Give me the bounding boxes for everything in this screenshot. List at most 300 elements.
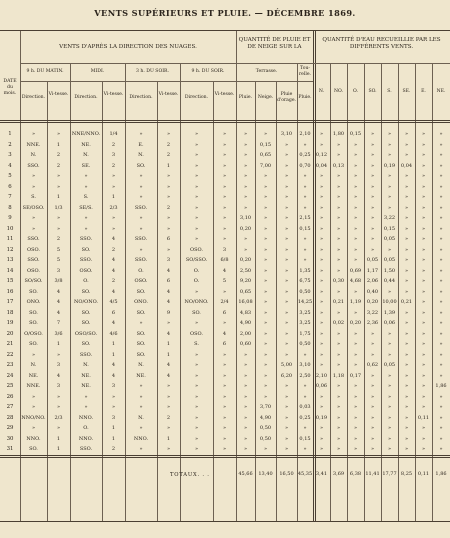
table-cell: SE/OSO. xyxy=(22,204,45,211)
header-matin: 9 h. DU MATIN. xyxy=(26,69,64,74)
table-cell: » xyxy=(319,446,324,452)
table-cell: » xyxy=(284,330,289,337)
table-cell: » xyxy=(439,204,443,211)
table-cell: SSO. xyxy=(79,257,93,263)
table-cell: 1 xyxy=(166,162,171,169)
table-cell: » xyxy=(353,404,358,410)
table-cell: » xyxy=(31,173,36,179)
table-cell: » xyxy=(194,435,199,442)
table-cell: » xyxy=(404,320,409,326)
table-cell: » xyxy=(319,194,324,200)
table-cell: » xyxy=(370,404,375,410)
table-cell: » xyxy=(222,320,227,326)
total-cell: 45,66 xyxy=(238,471,253,477)
table-cell: 0,65 xyxy=(259,152,272,158)
table-cell: » xyxy=(194,288,199,295)
table-cell: 0,05 xyxy=(383,362,396,368)
table-cell: » xyxy=(222,183,227,190)
table-cell: » xyxy=(194,131,199,137)
table-cell: 4 xyxy=(166,299,171,305)
table-cell: » xyxy=(319,267,324,274)
total-cell: 17,77 xyxy=(382,471,397,477)
total-cell: 13,40 xyxy=(258,471,273,477)
table-cell: 4 xyxy=(111,236,116,242)
table-cell: » xyxy=(284,341,289,347)
table-cell: » xyxy=(166,446,171,452)
table-cell: SO. xyxy=(136,288,146,295)
table-cell: » xyxy=(263,278,268,284)
table-cell: » xyxy=(303,183,307,190)
table-cell: » xyxy=(263,309,268,316)
table-cell: » xyxy=(353,351,358,358)
table-cell: 2,10 xyxy=(299,131,311,137)
table-cell: » xyxy=(387,372,392,379)
table-cell: » xyxy=(243,152,248,158)
table-cell: 2 xyxy=(111,246,116,253)
table-cell: 0,25 xyxy=(299,152,311,158)
header-vitesse-1: Vi-tesse. xyxy=(48,92,69,97)
table-cell: » xyxy=(353,215,358,221)
table-cell: » xyxy=(222,131,227,137)
table-cell: » xyxy=(263,288,268,295)
table-cell: » xyxy=(284,414,289,421)
table-cell: » xyxy=(31,215,36,221)
table-cell: » xyxy=(243,383,248,389)
table-cell: » xyxy=(387,330,392,337)
table-cell: » xyxy=(303,383,307,389)
day-number: 20 xyxy=(6,330,14,337)
table-cell: N. xyxy=(30,362,37,368)
table-cell: » xyxy=(194,414,199,421)
total-cell: 0,11 xyxy=(417,471,430,477)
table-cell: » xyxy=(319,425,324,431)
table-cell: » xyxy=(421,309,426,316)
table-cell: 1 xyxy=(111,194,116,200)
table-cell: SSO. xyxy=(27,236,40,242)
table-cell: » xyxy=(263,393,268,400)
table-cell: » xyxy=(353,257,358,263)
table-cell: 3,22 xyxy=(383,215,396,221)
table-cell: » xyxy=(439,299,443,305)
table-cell: O/OSO. xyxy=(24,330,43,337)
table-cell: » xyxy=(166,404,171,410)
header-wind-0: N. xyxy=(318,89,325,94)
table-cell: » xyxy=(263,330,268,337)
table-cell: 4 xyxy=(166,288,171,295)
table-cell: 0,70 xyxy=(299,162,311,169)
table-cell: » xyxy=(421,194,426,200)
table-cell: N. xyxy=(138,414,144,421)
table-cell: 0,50 xyxy=(299,288,311,295)
table-cell: » xyxy=(336,236,341,242)
table-cell: » xyxy=(222,152,227,158)
table-cell: » xyxy=(353,393,358,400)
table-cell: SO. xyxy=(29,446,38,452)
table-cell: 0,06 xyxy=(383,320,396,326)
table-cell: » xyxy=(222,414,227,421)
table-cell: » xyxy=(263,383,268,389)
table-cell: 2,50 xyxy=(299,372,311,379)
table-cell: » xyxy=(303,393,307,400)
table-cell: » xyxy=(243,372,248,379)
table-cell: SO. xyxy=(192,309,201,316)
table-cell: » xyxy=(139,173,143,179)
table-cell: 0,50 xyxy=(299,341,311,347)
table-cell: » xyxy=(284,446,289,452)
table-cell: OSO. xyxy=(134,278,148,284)
table-cell: » xyxy=(284,288,289,295)
table-cell: » xyxy=(263,215,268,221)
table-cell: 4/5 xyxy=(109,299,118,305)
table-cell: » xyxy=(421,330,426,337)
table-cell: » xyxy=(303,141,307,148)
table-cell: » xyxy=(336,257,341,263)
table-cell: » xyxy=(243,446,248,452)
table-cell: » xyxy=(284,320,289,326)
table-cell: 2 xyxy=(56,162,61,169)
table-cell: » xyxy=(439,288,443,295)
table-cell: N. xyxy=(83,362,89,368)
table-cell: » xyxy=(404,425,409,431)
table-cell: » xyxy=(387,173,392,179)
table-cell: 1 xyxy=(111,341,116,347)
table-cell: » xyxy=(194,372,199,379)
table-cell: » xyxy=(284,204,289,211)
table-cell: » xyxy=(139,131,143,137)
day-number: 2 xyxy=(8,141,12,148)
table-cell: NE. xyxy=(81,383,91,389)
table-cell: » xyxy=(370,152,375,158)
table-cell: 0,15 xyxy=(259,141,272,148)
table-cell: » xyxy=(319,404,324,410)
table-cell: 6/8 xyxy=(220,257,229,263)
table-cell: » xyxy=(404,404,409,410)
table-cell: » xyxy=(387,446,392,452)
table-cell: » xyxy=(194,383,199,389)
table-cell: 2 xyxy=(166,141,171,148)
table-cell: » xyxy=(222,446,227,452)
header-pluie: QUANTITÉ DE PLUIE ET DE NEIGE SUR LA xyxy=(238,37,311,50)
table-cell: » xyxy=(336,204,341,211)
table-cell: » xyxy=(370,372,375,379)
table-cell: » xyxy=(303,446,307,452)
table-cell: OSO. xyxy=(27,267,40,274)
day-number: 17 xyxy=(6,299,14,305)
table-cell: » xyxy=(243,236,248,242)
table-cell: » xyxy=(336,194,341,200)
table-cell: » xyxy=(284,299,289,305)
header-pluie-sub: Pluie. xyxy=(238,95,253,100)
table-cell: » xyxy=(353,246,358,253)
total-cell: 3,41 xyxy=(315,471,328,477)
table-cell: » xyxy=(370,183,375,190)
rule-totals xyxy=(0,455,450,458)
table-cell: 0,15 xyxy=(299,225,311,232)
table-cell: » xyxy=(404,131,409,137)
table-cell: » xyxy=(139,215,143,221)
table-cell: 2 xyxy=(166,414,171,421)
table-cell: » xyxy=(222,194,227,200)
table-cell: 3,22 xyxy=(366,309,379,316)
table-cell: SSO. xyxy=(134,257,148,263)
data-table xyxy=(0,30,450,522)
table-cell: » xyxy=(370,393,375,400)
table-cell: O. xyxy=(138,267,144,274)
table-cell: » xyxy=(387,204,392,211)
table-cell: 1/3 xyxy=(54,204,63,211)
table-cell: » xyxy=(243,425,248,431)
table-cell: » xyxy=(353,425,358,431)
table-cell: » xyxy=(194,446,199,452)
table-cell: N. xyxy=(138,152,144,158)
table-cell: » xyxy=(353,362,358,368)
table-cell: » xyxy=(222,351,227,358)
table-cell: » xyxy=(353,141,358,148)
table-cell: » xyxy=(194,215,199,221)
header-vitesse-4: Vi-tesse. xyxy=(214,92,235,97)
total-cell: 1,86 xyxy=(435,471,447,477)
table-cell: SO. xyxy=(136,341,146,347)
table-cell: » xyxy=(404,435,409,442)
table-cell: » xyxy=(353,446,358,452)
table-cell: » xyxy=(387,383,392,389)
table-cell: » xyxy=(353,414,358,421)
table-cell: 2 xyxy=(111,446,116,452)
table-cell: SSO. xyxy=(79,236,93,242)
table-cell: » xyxy=(421,320,426,326)
table-cell: » xyxy=(439,267,443,274)
table-cell: » xyxy=(370,236,375,242)
table-cell: » xyxy=(421,341,426,347)
table-cell: 0,11 xyxy=(417,414,430,421)
table-cell: 3,10 xyxy=(280,131,293,137)
table-cell: » xyxy=(387,141,392,148)
table-cell: S. xyxy=(83,194,89,200)
day-number: 4 xyxy=(8,162,12,169)
table-cell: » xyxy=(243,183,248,190)
table-cell: » xyxy=(370,446,375,452)
table-cell: » xyxy=(439,162,443,169)
table-cell: » xyxy=(303,351,307,358)
table-cell: 1 xyxy=(111,425,116,431)
table-cell: » xyxy=(439,183,443,190)
table-cell: » xyxy=(404,383,409,389)
table-cell: SO. xyxy=(81,246,91,253)
table-cell: » xyxy=(243,435,248,442)
table-cell: » xyxy=(370,131,375,137)
table-cell: N. xyxy=(138,362,144,368)
table-cell: » xyxy=(284,162,289,169)
header-direction-1: Direction. xyxy=(21,95,46,100)
table-cell: NNE. xyxy=(26,141,41,148)
table-cell: 3,10 xyxy=(239,215,252,221)
table-cell: » xyxy=(166,383,171,389)
table-cell: » xyxy=(421,267,426,274)
table-cell: 4 xyxy=(111,288,116,295)
table-cell: » xyxy=(84,225,88,232)
table-cell: » xyxy=(263,225,268,232)
table-cell: » xyxy=(404,173,409,179)
table-cell: » xyxy=(387,414,392,421)
table-cell: » xyxy=(319,435,324,442)
table-cell: » xyxy=(166,183,171,190)
table-cell: » xyxy=(111,404,116,410)
day-number: 28 xyxy=(6,414,14,421)
table-cell: » xyxy=(139,446,143,452)
table-cell: » xyxy=(319,362,324,368)
table-cell: » xyxy=(336,152,341,158)
table-cell: NNE. xyxy=(26,383,41,389)
table-cell: » xyxy=(319,257,324,263)
table-cell: 1 xyxy=(56,435,61,442)
table-cell: » xyxy=(139,246,143,253)
table-cell: » xyxy=(439,246,443,253)
table-cell: » xyxy=(222,288,227,295)
table-cell: 2,00 xyxy=(239,330,252,337)
header-wind-6: E. xyxy=(421,89,426,94)
table-cell: » xyxy=(243,162,248,169)
header-date: DATE du mois. xyxy=(3,79,17,96)
table-cell: » xyxy=(284,309,289,316)
table-cell: SSO. xyxy=(79,351,93,358)
header-pluie-tourelle: Pluie. xyxy=(298,95,312,100)
table-cell: » xyxy=(56,425,61,431)
table-cell: SE/S. xyxy=(79,204,93,211)
table-cell: » xyxy=(370,141,375,148)
table-cell: 2/4 xyxy=(220,299,229,305)
table-cell: 4 xyxy=(56,309,61,316)
table-cell: 1 xyxy=(166,341,171,347)
table-cell: 1,75 xyxy=(299,330,311,337)
table-cell: » xyxy=(284,351,289,358)
table-cell: 1,18 xyxy=(332,372,345,379)
table-cell: » xyxy=(319,204,324,211)
table-cell: SO. xyxy=(136,309,146,316)
table-cell: » xyxy=(387,131,392,137)
table-cell: » xyxy=(222,141,227,148)
table-cell: » xyxy=(243,173,248,179)
table-cell: 3 xyxy=(166,257,171,263)
table-cell: » xyxy=(353,309,358,316)
table-cell: » xyxy=(194,162,199,169)
header-direction-4: Direction. xyxy=(184,95,209,100)
table-cell: E. xyxy=(138,141,144,148)
table-cell: » xyxy=(404,309,409,316)
table-cell: » xyxy=(336,383,341,389)
table-cell: » xyxy=(439,320,443,326)
table-cell: 2 xyxy=(56,236,61,242)
table-cell: » xyxy=(370,383,375,389)
table-cell: » xyxy=(336,215,341,221)
table-cell: » xyxy=(421,183,426,190)
table-cell: » xyxy=(263,236,268,242)
table-cell: » xyxy=(439,236,443,242)
day-number: 29 xyxy=(6,425,14,431)
table-cell: » xyxy=(243,351,248,358)
table-cell: » xyxy=(319,309,324,316)
table-cell: SO/SO. xyxy=(24,278,43,284)
table-cell: » xyxy=(421,404,426,410)
table-cell: » xyxy=(336,393,341,400)
table-cell: SO. xyxy=(29,288,38,295)
totals-label: TOTAUX. . . xyxy=(170,472,210,478)
table-cell: » xyxy=(439,278,443,284)
table-cell: 0,60 xyxy=(239,341,252,347)
header-pluie-orage: Pluie d'orage. xyxy=(276,92,297,103)
table-cell: » xyxy=(263,204,268,211)
table-cell: » xyxy=(336,330,341,337)
table-cell: 0,30 xyxy=(332,278,345,284)
table-cell: 9 xyxy=(166,309,171,316)
table-cell: » xyxy=(387,288,392,295)
table-cell: » xyxy=(421,162,426,169)
table-cell: » xyxy=(194,141,199,148)
table-cell: » xyxy=(353,330,358,337)
table-cell: » xyxy=(439,141,443,148)
table-cell: » xyxy=(353,288,358,295)
table-cell: » xyxy=(404,362,409,368)
table-cell: » xyxy=(139,183,143,190)
table-cell: » xyxy=(84,183,88,190)
table-cell: » xyxy=(421,215,426,221)
table-cell: 4 xyxy=(166,267,171,274)
table-cell: 0,69 xyxy=(349,267,362,274)
table-cell: 1 xyxy=(111,351,116,358)
table-cell: » xyxy=(404,330,409,337)
day-number: 7 xyxy=(8,194,12,200)
table-cell: » xyxy=(263,246,268,253)
table-cell: » xyxy=(404,414,409,421)
table-cell: SO. xyxy=(29,341,38,347)
table-cell: » xyxy=(263,299,268,305)
table-cell: » xyxy=(194,225,199,232)
table-cell: NNO. xyxy=(78,414,94,421)
table-cell: » xyxy=(84,215,88,221)
table-cell: » xyxy=(353,341,358,347)
table-cell: » xyxy=(404,236,409,242)
table-cell: » xyxy=(263,131,268,137)
table-cell: 2,06 xyxy=(366,278,379,284)
table-cell: » xyxy=(319,141,324,148)
rule-header-end xyxy=(0,120,450,123)
table-cell: » xyxy=(370,204,375,211)
table-cell: » xyxy=(222,425,227,431)
table-cell: 5 xyxy=(56,257,61,263)
table-cell: » xyxy=(404,372,409,379)
table-cell: » xyxy=(336,435,341,442)
day-number: 26 xyxy=(6,393,14,400)
table-cell: » xyxy=(404,141,409,148)
table-cell: » xyxy=(222,383,227,389)
table-cell: » xyxy=(319,341,324,347)
table-cell: SE. xyxy=(81,162,91,169)
table-cell: » xyxy=(336,267,341,274)
table-cell: » xyxy=(336,446,341,452)
table-cell: 4 xyxy=(56,288,61,295)
table-cell: » xyxy=(166,215,171,221)
table-cell: » xyxy=(421,299,426,305)
table-cell: » xyxy=(243,393,248,400)
table-cell: » xyxy=(387,246,392,253)
table-cell: » xyxy=(243,404,248,410)
table-cell: 2 xyxy=(166,152,171,158)
day-number: 19 xyxy=(6,320,14,326)
table-cell: 2 xyxy=(111,162,116,169)
total-cell: 16,50 xyxy=(279,471,294,477)
table-cell: 10,00 xyxy=(382,299,397,305)
table-cell: » xyxy=(319,393,324,400)
table-cell: » xyxy=(139,404,143,410)
